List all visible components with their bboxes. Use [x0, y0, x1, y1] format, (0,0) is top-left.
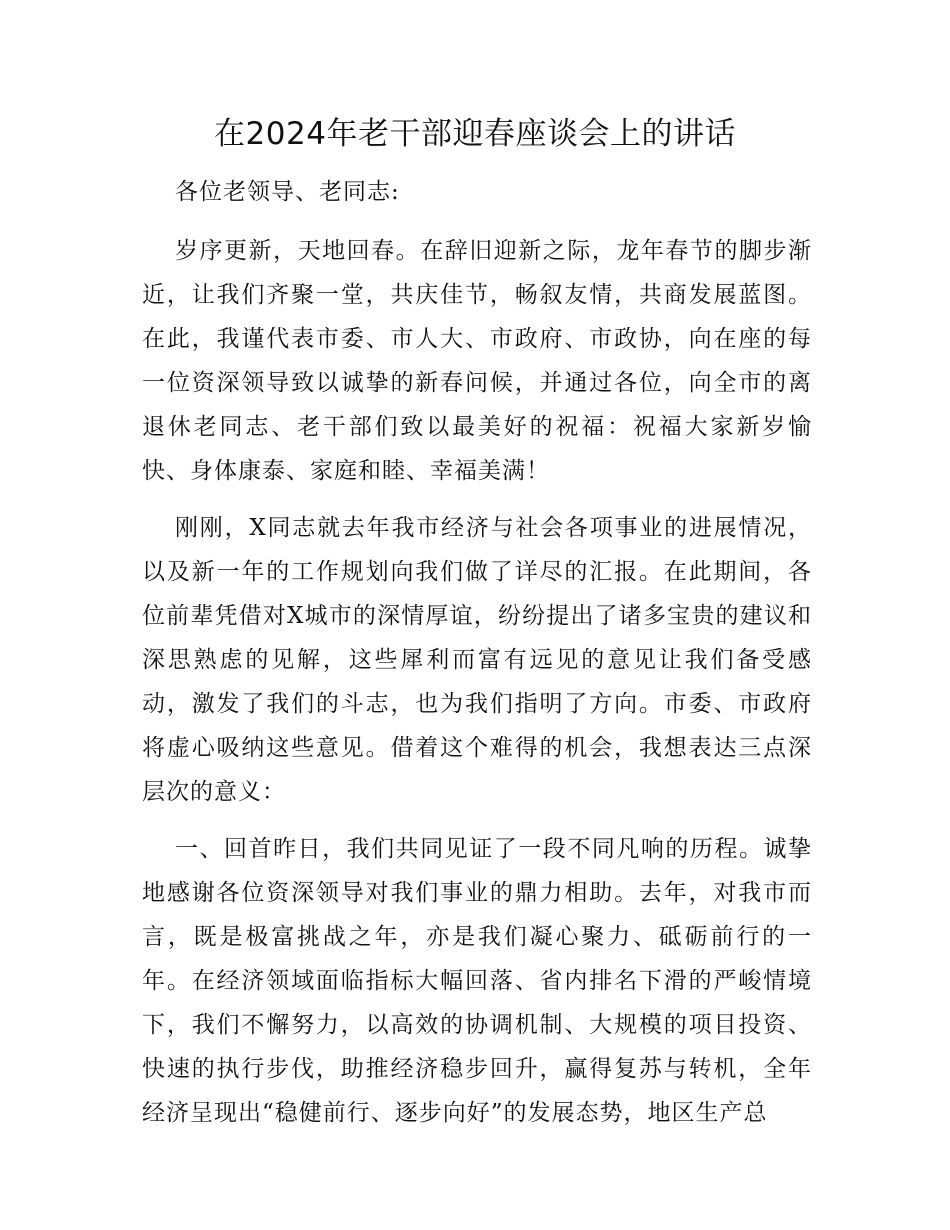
paragraph-opening: 岁序更新，天地回春。在辞旧迎新之际，龙年春节的脚步渐近，让我们齐聚一堂，共庆佳节，畅叙友情，共商发展蓝图。在此，我谨代表市委、市人大、市政府、市政协，向在座的每一位资深领导致以诚挚的新春问候，并通过各位，向全市的离退休老同志、老干部们致以最美好的祝福：祝福大家新岁愉快、身体康泰、家庭和睦、幸福美满！	[142, 238, 812, 484]
document-title: 在2024年老干部迎春座谈会上的讲话	[214, 116, 736, 152]
salutation: 各位老领导、老同志:	[175, 179, 400, 205]
paragraph-section-one: 一、回首昨日，我们共同见证了一段不同凡响的历程。诚挚地感谢各位资深领导对我们事业的鼎力相助。去年，对我市而言，既是极富挑战之年，亦是我们凝心聚力、砥砺前行的一年。在经济领域面临指标大幅回落、省内排名下滑的严峻情境下，我们不懈努力，以高效的协调机制、大规模的项目投资、快速的执行步伐，助推经济稳步回升，赢得复苏与转机，全年经济呈现出“稳健前行、逐步向好”的发展态势，地区生产总	[142, 836, 812, 1126]
paragraph-report: 刚刚，X同志就去年我市经济与社会各项事业的进展情况，以及新一年的工作规划向我们做了详尽的汇报。在此期间，各位前辈凭借对X城市的深情厚谊，纷纷提出了诸多宝贵的建议和深思熟虑的见解，这些犀利而富有远见的意见让我们备受感动，激发了我们的斗志，也为我们指明了方向。市委、市政府将虚心吸纳这些意见。借着这个难得的机会，我想表达三点深层次的意义：	[142, 515, 812, 805]
document-body	[142, 170, 812, 1148]
